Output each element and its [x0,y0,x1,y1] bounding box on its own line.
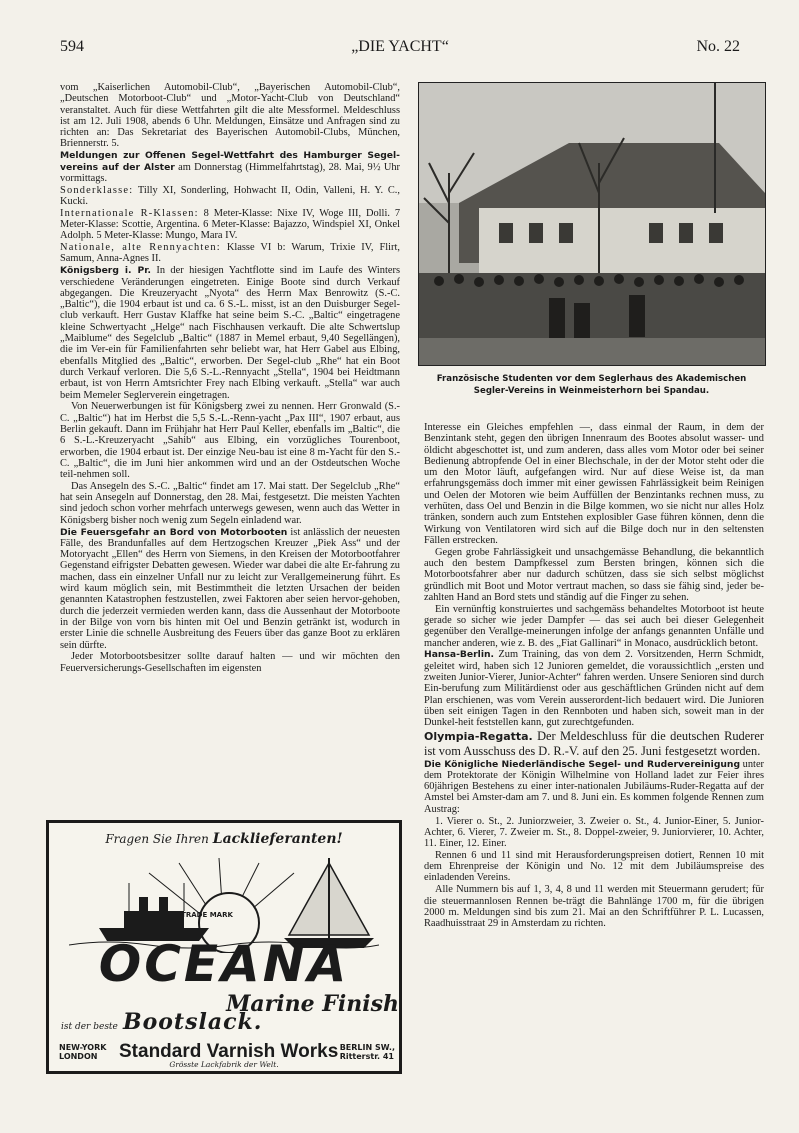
paragraph-text: am Donnerstag (Himmelfahrtstag), 28. Mai, 9½ Uhr vormittags. [60,161,400,184]
paragraph [60,82,400,150]
paragraph [424,850,764,884]
oceana-advertisement [46,820,402,1074]
paragraph-text: unter dem Protektorate der Königin Wilhelmine von Holland ladet zur Feier ihres 60jährigen Bestehens zu einer inter-nationalen Jubiläums-Ruder-Regatta auf der Amstel bei Amster-dam am 7. und 8. Juni ein. Es kommen folgende Rennen zum Austrag: [424,758,764,815]
paragraph-text: 1. Vierer o. St., 2. Juniorzweier, 3. Zweier o. St., 4. Junior-Einer, 5. Junior-Achter, 6. Vierer, 7. Zweier m. St., 8. Doppel-zweier, 9. Juniorvierer, 10. Achter, 11. Einer, 12. Einer. [424,815,764,850]
paragraph-text: Das Ansegeln des S.-C. „Baltic“ findet am 17. Mai statt. Der Segelclub „Rhe“ hat sein Ansegeln auf Donnerstag, den 28. Mai, festgesetzt. Die meisten Yachten sind jedoch schon vorher mehrfach unterwegs gewesen, wenn auch das Wetter in Königsberg bisher noch wenig zum Segeln einladend war. [60,480,400,526]
paragraph [424,759,764,815]
ad-trade-mark: TRADE MARK [181,911,233,919]
paragraph [60,527,400,651]
paragraph-text: 8 Meter-Klasse: Nixe IV, Woge III, Dolli. 7 Meter-Klasse: Scottie, Argentina. 6 Meter-Klasse: Bajazzo, Windspiel XI, Onkel Adolph. 5 Meter-Klasse: Mungo, Mara IV. [60,207,400,242]
journal-title: „DIE YACHT“ [351,38,449,55]
paragraph [60,185,400,208]
paragraph-text: Gegen grobe Fahrlässigkeit und unsachgemässe Behandlung, die bekanntlich auch den bestem Dampfkessel zum Bersten bringen, können sich die Motorbootsfahrer aber nur dadurch schützen, dass sie sich selbst möglichst gründlich mit Boot und Motor vertraut machen, so dass sie fähig sind, jeder be-zahlten Hand an Bord stets und ständig auf die Finger zu sehen. [424,546,764,603]
ad-marine-finish: Marine Finish [226,991,399,1017]
paragraph-text: Von Neuerwerbungen ist für Königsberg zwei zu nennen. Herr Gronwald (S.-C. „Baltic“) hat im Herbst die 5,5 S.-L.-Renn-yacht „Pax III“, 1907 erbaut, aus Berlin gekauft. Dann im Frühjahr hat Herr Paul Keller, ebenfalls im „Baltic“, die 6 S.-L.-Kreuzeryacht „Sahib“ aus Elbing, ein vorzügliches Tourenboot, erworben, die 1904 erbaut ist. Der einzige Neu-bau ist eine 8 m-Yacht für den S.-C. „Baltic“, die im Juni hier ankommen wird und an der Ostdeutschen Woche teil-nehmen soll. [60,401,400,481]
paragraph [424,729,764,758]
paragraph-text: vom „Kaiserlichen Automobil-Club“, „Bayerischen Automobil-Club“, „Deutschen Motorboot-Club“ und „Motor-Yacht-Club von Deutschland“ veranstaltet. Auch für diese Wettfahrten gilt die alte Messformel. Meldeschluss ist am 12. Juli 1908, abends 6 Uhr. Meldungen, Einsätze und Anfragen sind zu richten an: Das Sekretariat des Bayerischen Automobil-Clubs, München, Briennerstr. 5. [60,82,400,150]
paragraph-text: Interesse ein Gleiches empfehlen —, dass einmal der Raum, in dem der Benzintank steht, gegen den übrigen Innenraum des Bootes absolut wasser- und öldicht abgeschottet ist, und zum anderen, dass alles vom Motor oder bei seiner Bedienung abtropfende Oel in einer Blechschale, in der der Motor steht oder die um den Motor läuft, aufgefangen wird. Nur auf diese Weise ist, da man erfahrungsgemäss doch immer mit einer gewissen Fahrlässigkeit beim Reinigen und Oelen der Motoren wie beim Auffüllen der Benzintanks rechnen muss, zu verhüten, dass Oel und Benzin in die Bilge kommen, wo sie nicht nur alles Holz tränken, sondern auch zum Entstehen explosibler Gase führen können, denn die Wirkung von Ventilatoren wird sich auf die Bilge doch nur in den seltensten Fällen erstrecken. [424,422,764,546]
paragraph [424,884,764,929]
paragraph-lead: Meldungen zur Offenen Segel-Wettfahrt des Hamburger Segel-vereins auf der Alster [60,150,400,173]
paragraph-lead: Königsberg i. Pr. [60,265,151,277]
paragraph-lead: Olympia-Regatta. [424,730,533,744]
paragraph-lead: Die Feuersgefahr an Bord von Motorbooten [60,526,288,538]
ad-brand: OCEANA [98,935,350,993]
paragraph-text: Alle Nummern bis auf 1, 3, 4, 8 und 11 werden mit Steuermann gerudert; für die steuermannlosen Rennen be-trägt die Bahnlänge 1700 m, für die übrigen 2000 m. Meldungen sind bis zum 21. Mai an den Schriftführer P. L. Lucassen, Raadhuisstraat 29 in Amsterdam zu richten. [424,884,764,930]
paragraph [60,208,400,242]
paragraph-text: In der hiesigen Yachtflotte sind im Laufe des Winters verschiedene Veränderungen eingetreten. Einige Boote sind durch Verkauf abgegangen. Die Kreuzeryacht „Nyota“ des Herrn Max Benrowitz (S.-C. „Baltic“), die 1904 erbaut ist und ca. 6 S.-L. misst, ist an den Duisburger Segel-club verkauft. Herr Gustav Klaffke hat seine beim S.-C. „Baltic“ eingetragene kleine Schwertyacht „Helge“ nach Fischhausen verkauft. Die alte Schwertslup „Maiblume“ des Segelclub „Baltic“ (1887 in Memel erbaut, 9,40 Segellängen), die im Ver-ein für Familienfahrten sehr beliebt war, hat Herr Gabel aus Elbing, ebenfalls Mitglied des „Baltic“, erworben. Der Segel-club „Rhe“ hat ein Boot durch Verkauf verloren. Die 5,6 S.-L.-Rennyacht „Stella“, 1904 bei Heidtmann erbaut, ist von Herrn Amtsrichter Frey nach Elbing verkauft. „Stella“ war auch beim Memeler Seglerverein eingetragen. [60,265,400,401]
class-label: Nationale, alte Rennyachten: [60,242,221,254]
class-label: Sonderklasse: [60,184,134,196]
photo-students-clubhouse [418,82,766,366]
ad-top-line: Fragen Sie Ihren [105,832,209,846]
paragraph-text: ist anlässlich der neuesten Fälle, des Brandunfalles auf dem Hertzogschen Kreuzer „Piek Ass“ und der Motoryacht „Ellen“ des Herrn von Siemens, in den Kreisen der Motorbootfahrer Gegenstand eifrigster Debatten gewesen. Wieder war dabei die alte Er-fahrung zu machen, dass ein einzelner Unfall nur zu leicht zur Verallgemeinerung führt. Es wird kaum möglich sein, mit Bestimmtheit die letzten Ursachen der beiden genannten Katastrophen festzustellen, zwei Faktoren aber seien hervor-gehoben, durch die jederzeit vermieden werden kann, dass die Aussenhaut der Motorboote in der Bilge von vorn bis hinten mit Oel und Benzin getränkt ist, wodurch in erster Linie die schnelle Ausbreitung des Feuers über das ganze Boot zu erklären sein dürfte. [60,526,400,651]
paragraph-text: Ein vernünftig konstruiertes und sachgemäss behandeltes Motorboot ist heute gerade so sicher wie jeder Dampfer — das sei auch bei dieser Gelegenheit gegenüber den Verallge-meinerungen infolge der anfangs genannten Unfälle und mancher anderen, wie z. B. des „Fiat Gallinari“ in Monaco, ausdrücklich betont. [424,603,764,649]
paragraph-lead: Hansa-Berlin. [424,649,495,661]
paragraph-text: Klasse VI b: Warum, Trixie IV, Flirt, Samum, Anna-Agnes II. [60,242,400,265]
paragraph [424,547,764,603]
page-header [60,38,740,60]
ad-best-prefix: ist der beste [61,1022,118,1032]
paragraph-text: Zum Training, das von dem 2. Vorsitzenden, Herrn Schmidt, geleitet wird, haben sich 12 Junioren gemeldet, die voraussichtlich „ersten und zweiten Junior-Vierer, Junior-Achter“ fahren werden. Unsere Senioren sind durch Ein-berufung zum Militärdienst oder aus geschäftlichen Gründen nicht auf dem Plan erschienen, was vom Verein ausserordent-lich bedauert wird. Die Junioren üben seit einigen Tagen in den Rennboten und haben sich, soweit man in der Dunkel-heit feststellen kann, gut zurechtgefunden. [424,649,764,729]
ad-city-right: BERLIN SW., Ritterstr. 41 [339,1043,395,1061]
paragraph [60,265,400,401]
paragraph-text: Der Meldeschluss für die deutschen Ruderer ist vom Ausschuss des D. R.-V. auf den 25. Juni festgesetzt worden. [424,729,764,759]
paragraph [60,481,400,526]
page-number: 594 [60,38,84,55]
ad-city-left: NEW-YORK LONDON [59,1043,107,1061]
left-column [60,82,400,812]
paragraph [60,651,400,674]
ad-top-bold: Lacklieferanten! [212,831,343,847]
paragraph [424,604,764,649]
right-column [424,422,764,1084]
paragraph-text: Tilly XI, Sonderling, Hohwacht II, Odin, Valleni, H. Y. C., Kucki. [60,184,400,207]
photo-caption: Französische Studenten vor dem Seglerhaus des Akademischen Segler-Vereins in Weinmeisterhorn bei Spandau. [436,374,747,396]
ad-company: Standard Varnish Works [119,1041,339,1062]
paragraph [60,401,400,480]
paragraph-lead: Die Königliche Niederländische Segel- und Rudervereinigung [424,758,741,770]
paragraph-text: Jeder Motorbootsbesitzer sollte darauf halten — und wir möchten den Feuerversicherungs-Gesellschaften im eigensten [60,651,400,674]
ad-bootslack: Bootslack. [122,1009,263,1035]
paragraph [424,422,764,546]
issue-number: No. 22 [696,38,740,55]
photo-illustration [419,83,765,365]
paragraph [424,649,764,728]
paragraph [60,242,400,265]
paragraph-text: Rennen 6 und 11 sind mit Herausforderungspreisen dotiert, Rennen 10 mit dem Ehrenpreise der Königin und No. 12 mit dem Jubiläumspreise des einladenden Vereins. [424,849,764,884]
paragraph [424,816,764,850]
ad-bottom-line: Grösste Lackfabrik der Welt. [169,1060,279,1069]
class-label: Internationale R-Klassen: [60,207,199,219]
paragraph [60,150,400,184]
